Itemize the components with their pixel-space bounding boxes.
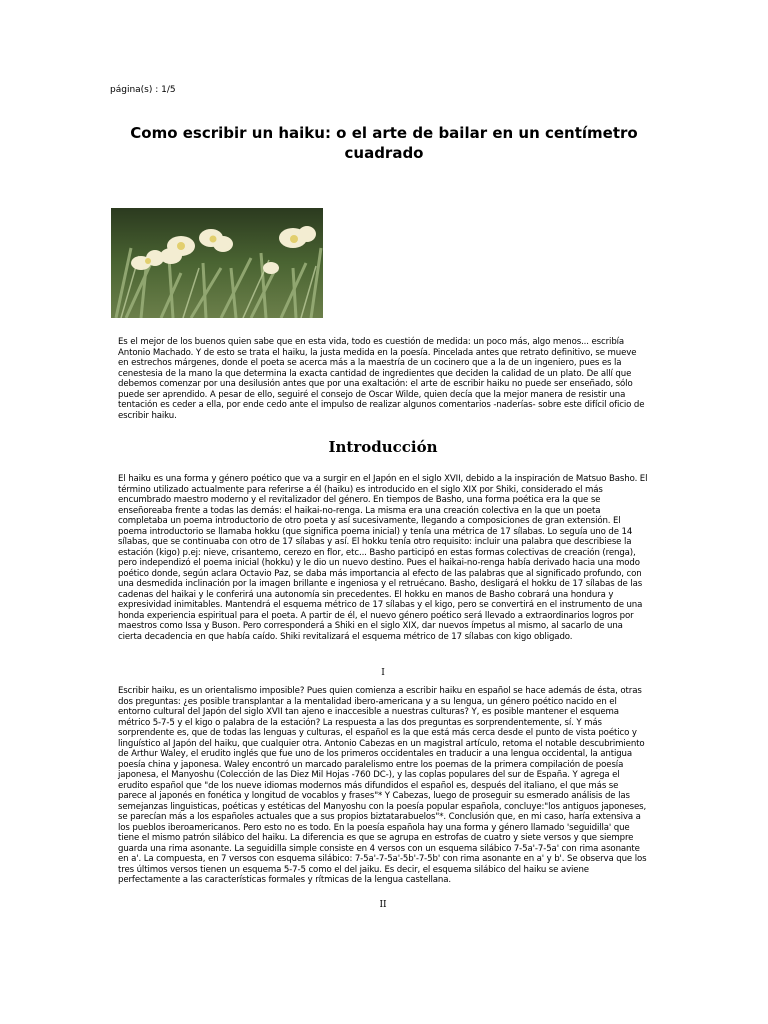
article-title: Como escribir un haiku: o el arte de bailar en un centímetro cuadrado: [130, 124, 638, 162]
section-paragraph: El haiku es una forma y género poético que va a surgir en el Japón en el siglo XVII, debido a la inspiración de Matsuo Basho. El término utilizado actualmente para referirse a él (haiku) es introducido en el siglo XIX por Shiki, considerado el más encumbrado maestro moderno y el revitalizador del género. En tiempos de Basho, una forma poética era la que se enseñoreaba frente a todas las demás: el haikai-no-renga. La misma era una creación colectiva en la que un poeta completaba un poema introductorio de otro poeta y así sucesivamente, llegando a composiciones de gran extensión. El poema introductorio se llamaba hokku (que significa poema inicial) y tenía una métrica de 17 sílabas. Lo seguía uno de 14 sílabas, que se continuaba con otro de 17 sílabas y así. El hokku tenía otro requisito: incluir una palabra que describiese la estación (kigo) p.ej: nieve, crisantemo, cerezo en flor, etc... Basho participó en estas formas colectivas de creación (renga), pero independizó el poema inicial (hokku) y le dio un nuevo destino. Pues el haikai-no-renga había derivado hacia una modo poético donde, según aclara Octavio Paz, se daba más importancia al efecto de las palabras que al significado profundo, con una desmedida inclinación por la imagen brillante e ingeniosa y el retruécano. Basho, desligará el hokku de 17 sílabas de las cadenas del haikai y le conferirá una autonomía sin precedentes. El hokku en manos de Basho cobrará una hondura y expresividad inimitables. Mantendrá el esquema métrico de 17 sílabas y el kigo, pero se convertirá en el instrumento de una honda experiencia espiritual para el poeta. A partir de él, el nuevo género poético será llevado a extraordinarios logros por maestros como Issa y Buson. Pero corresponderá a Shiki en el siglo XIX, dar nuevos ímpetus al mismo, al sacarlo de una cierta decadencia en que había caído. Shiki revitalizará el esquema métrico de 17 sílabas con kigo obligado.: [118, 474, 648, 642]
part-two-marker: II: [379, 900, 387, 910]
part-one-paragraph: Escribir haiku, es un orientalismo imposible? Pues quien comienza a escribir haiku en español se hace además de ésta, otras dos preguntas: ¿es posible transplantar a la mentalidad ibero-americana y a su lengua, un género poético nacido en el entorno cultural del Japón del siglo XVII tan ajeno e inaccesible a nuestras culturas? Y, es posible mantener el esquema métrico 5-7-5 y el kigo o palabra de la estación? La respuesta a las dos preguntas es sorprendentemente, sí. Y más sorprendente es, que de todas las lenguas y culturas, el español es la que está más cerca desde el punto de vista poético y linguístico al Japón del haiku, que cualquier otra. Antonio Cabezas en un magistral artículo, retoma el notable descubrimiento de Arthur Waley, el erudito inglés que fue uno de los primeros occidentales en traducir a una lengua occidental, la antigua poesía china y japonesa. Waley encontró un marcado paralelismo entre los poemas de la primera compilación de poesía japonesa, el Manyoshu (Colección de las Diez Mil Hojas -760 DC-), y las coplas populares del sur de España. Y agrega el erudito español que "de los nueve idiomas modernos más difundidos el español es, después del italiano, el que más se parece al japonés en fonética y longitud de vocablos y frases"* Y Cabezas, luego de proseguir su esmerado análisis de las semejanzas linguisticas, poéticas y estéticas del Manyoshu con la poesía popular española, concluye:"los antiguos japoneses, se parecían más a los españoles actuales que a sus propios biztatarabuelos"*. Conclusión que, en mi caso, haría extensiva a los pueblos iberoamericanos. Pero esto no es todo. En la poesía española hay una forma y género llamado 'seguidilla' que tiene el mismo patrón silábico del haiku. La diferencia es que se agrupa en estrofas de cuatro y siete versos y que siempre guarda una rima asonante. La seguidilla simple consiste en 4 versos con un esquema silábico 7-5a'-7-5a' con rima asonante en a'. La compuesta, en 7 versos con esquema silábico: 7-5a'-7-5a'-5b'-7-5b' con rima asonante en a' y b'. Se observa que los tres últimos versos tienen un esquema 5-7-5 como el del jaiku. Es decir, el esquema silábico del haiku se aviene perfectamente a las características formales y rítmicas de la lengua castellana.: [118, 686, 647, 885]
daffodil-illustration: [111, 208, 323, 318]
part-one-marker: I: [381, 668, 385, 678]
intro-paragraph: Es el mejor de los buenos quien sabe que en esta vida, todo es cuestión de medida: un poco más, algo menos... escribía Antonio Machado. Y de esto se trata el haiku, la justa medida en la poesía. Pincelada antes que retrato definitivo, se mueve en estrechos márgenes, donde el poeta se acerca más a la maestría de un cocinero que a la de un ingeniero, pues es la cenestesia de la mano la que determina la exacta cantidad de ingredientes que deciden la calidad de un plato. De allí que debemos comenzar por una desilusión antes que por una exaltación: el arte de escribir haiku no puede ser enseñado, sólo puede ser aprendido. A pesar de ello, seguiré el consejo de Oscar Wilde, quien decía que la mejor manera de resistir una tentación es ceder a ella, por ende cedo ante el impulso de realizar algunos comentarios -naderías- sobre este difícil oficio de escribir haiku.: [118, 337, 645, 421]
page-indicator: página(s) : 1/5: [110, 85, 176, 95]
daffodil-flowers-photo: [111, 208, 323, 318]
section-heading: Introducción: [328, 438, 438, 456]
